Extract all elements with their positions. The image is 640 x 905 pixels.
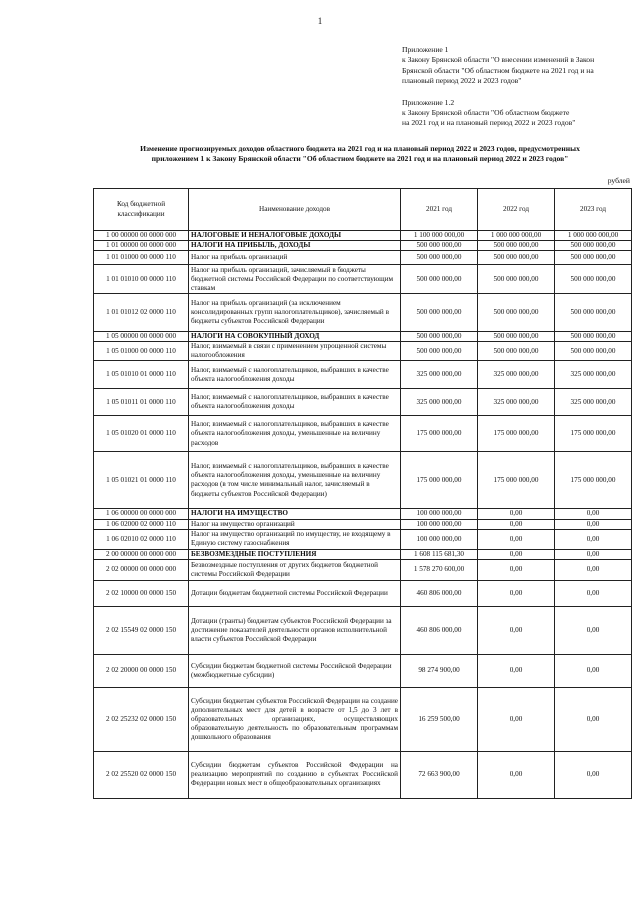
- code-cell: 1 01 01000 00 0000 110: [94, 251, 189, 265]
- amount-2021-cell: 100 000 000,00: [401, 509, 478, 519]
- annex1-title: Приложение 1: [402, 45, 449, 54]
- amount-2021-cell: 175 000 000,00: [401, 452, 478, 509]
- name-cell: Налог на прибыль организаций, зачисляемый в бюджеты бюджетной системы Российской Федерации по соответствующим ставкам: [189, 265, 401, 294]
- name-cell: Налог на имущество организаций: [189, 519, 401, 529]
- amount-2022-cell: 0,00: [478, 549, 555, 559]
- code-cell: 1 05 01011 01 0000 110: [94, 389, 189, 416]
- code-cell: 1 05 01010 01 0000 110: [94, 361, 189, 389]
- amount-2022-cell: 0,00: [478, 509, 555, 519]
- name-cell: Субсидии бюджетам бюджетной системы Российской Федерации (межбюджетные субсидии): [189, 654, 401, 687]
- amount-2023-cell: 500 000 000,00: [555, 251, 632, 265]
- header-code: Код бюджетной классификации: [94, 189, 189, 231]
- table-row: [94, 452, 632, 509]
- name-cell: Налог, взимаемый в связи с применением упрощенной системы налогообложения: [189, 342, 401, 361]
- table-row: [94, 332, 632, 342]
- amount-2021-cell: 1 100 000 000,00: [401, 231, 478, 241]
- amount-2021-cell: 100 000 000,00: [401, 519, 478, 529]
- code-cell: 1 01 00000 00 0000 000: [94, 241, 189, 251]
- code-cell: 1 05 01021 01 0000 110: [94, 452, 189, 509]
- code-cell: 1 00 00000 00 0000 000: [94, 231, 189, 241]
- table-row: [94, 559, 632, 580]
- amount-2022-cell: 0,00: [478, 529, 555, 549]
- table-row: [94, 361, 632, 389]
- amount-2022-cell: 0,00: [478, 519, 555, 529]
- code-cell: 1 06 02010 02 0000 110: [94, 529, 189, 549]
- amount-2023-cell: 0,00: [555, 580, 632, 606]
- header-2023: 2023 год: [555, 189, 632, 231]
- name-cell: НАЛОГИ НА ПРИБЫЛЬ, ДОХОДЫ: [189, 241, 401, 251]
- name-cell: НАЛОГИ НА СОВОКУПНЫЙ ДОХОД: [189, 332, 401, 342]
- title-line: Изменение прогнозируемых доходов областного бюджета на 2021 год и на плановый период 2022 и 2023 годов, предусмотренных: [140, 144, 580, 153]
- name-cell: Налог, взимаемый с налогоплательщиков, выбравших в качестве объекта налогообложения доходы: [189, 361, 401, 389]
- name-cell: Дотации (гранты) бюджетам субъектов Российской Федерации за достижение показателей деятельности органов исполнительной власти субъектов Российской Федерации: [189, 606, 401, 654]
- name-cell: Налог, взимаемый с налогоплательщиков, выбравших в качестве объекта налогообложения доходы: [189, 389, 401, 416]
- code-cell: 1 05 00000 00 0000 000: [94, 332, 189, 342]
- amount-2021-cell: 500 000 000,00: [401, 294, 478, 332]
- amount-2022-cell: 500 000 000,00: [478, 241, 555, 251]
- amount-2022-cell: 0,00: [478, 580, 555, 606]
- table-row: [94, 231, 632, 241]
- code-cell: 2 02 25232 02 0000 150: [94, 687, 189, 751]
- code-cell: 2 02 25520 02 0000 150: [94, 751, 189, 798]
- amount-2021-cell: 500 000 000,00: [401, 342, 478, 361]
- name-cell: Дотации бюджетам бюджетной системы Российской Федерации: [189, 580, 401, 606]
- code-cell: 1 05 01020 01 0000 110: [94, 416, 189, 452]
- amount-2023-cell: 0,00: [555, 654, 632, 687]
- amount-2022-cell: 0,00: [478, 606, 555, 654]
- amount-2022-cell: 500 000 000,00: [478, 342, 555, 361]
- name-cell: НАЛОГОВЫЕ И НЕНАЛОГОВЫЕ ДОХОДЫ: [189, 231, 401, 241]
- amount-2023-cell: 0,00: [555, 606, 632, 654]
- amount-2021-cell: 1 578 270 600,00: [401, 559, 478, 580]
- amount-2021-cell: 460 806 000,00: [401, 606, 478, 654]
- amount-2021-cell: 100 000 000,00: [401, 529, 478, 549]
- amount-2022-cell: 175 000 000,00: [478, 416, 555, 452]
- table-row: [94, 509, 632, 519]
- table-row: [94, 606, 632, 654]
- name-cell: Налог, взимаемый с налогоплательщиков, выбравших в качестве объекта налогообложения доходы, уменьшенные на величину расходов: [189, 416, 401, 452]
- table-body: [94, 231, 632, 799]
- annex2-line: на 2021 год и на плановый период 2022 и 2023 годов": [402, 118, 576, 128]
- amount-2022-cell: 500 000 000,00: [478, 332, 555, 342]
- amount-2021-cell: 72 663 900,00: [401, 751, 478, 798]
- amount-2021-cell: 460 806 000,00: [401, 580, 478, 606]
- code-cell: 1 01 01010 00 0000 110: [94, 265, 189, 294]
- amount-2022-cell: 0,00: [478, 654, 555, 687]
- table-row: [94, 294, 632, 332]
- amount-2023-cell: 175 000 000,00: [555, 452, 632, 509]
- amount-2023-cell: 0,00: [555, 529, 632, 549]
- header-name: Наименование доходов: [189, 189, 401, 231]
- amount-2023-cell: 500 000 000,00: [555, 294, 632, 332]
- annex1-line: Брянской области "Об областном бюджете на 2021 год и на: [402, 65, 594, 75]
- code-cell: 1 01 01012 02 0000 110: [94, 294, 189, 332]
- amount-2022-cell: 500 000 000,00: [478, 294, 555, 332]
- annex-header: [402, 45, 634, 129]
- revenue-table: [93, 188, 632, 799]
- table-row: [94, 416, 632, 452]
- name-cell: Налог на имущество организаций по имуществу, не входящему в Единую систему газоснабжения: [189, 529, 401, 549]
- table-header-row: [94, 189, 632, 231]
- table-row: [94, 241, 632, 251]
- amount-2023-cell: 500 000 000,00: [555, 332, 632, 342]
- amount-2022-cell: 0,00: [478, 751, 555, 798]
- amount-2022-cell: 325 000 000,00: [478, 361, 555, 389]
- table-row: [94, 519, 632, 529]
- document-title: [100, 144, 620, 164]
- amount-2021-cell: 1 608 115 681,30: [401, 549, 478, 559]
- annex1-line: к Закону Брянской области "О внесении изменений в Закон: [402, 55, 595, 65]
- code-cell: 2 02 20000 00 0000 150: [94, 654, 189, 687]
- amount-2023-cell: 0,00: [555, 751, 632, 798]
- code-cell: 1 06 02000 02 0000 110: [94, 519, 189, 529]
- name-cell: Налог на прибыль организаций (за исключением консолидированных групп налогоплательщиков), зачисляемый в бюджеты субъектов Российской Федерации: [189, 294, 401, 332]
- table-row: [94, 751, 632, 798]
- amount-2023-cell: 0,00: [555, 559, 632, 580]
- amount-2022-cell: 0,00: [478, 559, 555, 580]
- header-2021: 2021 год: [401, 189, 478, 231]
- code-cell: 2 00 00000 00 0000 000: [94, 549, 189, 559]
- code-cell: 2 02 00000 00 0000 000: [94, 559, 189, 580]
- name-cell: НАЛОГИ НА ИМУЩЕСТВО: [189, 509, 401, 519]
- amount-2021-cell: 16 259 500,00: [401, 687, 478, 751]
- amount-2021-cell: 98 274 900,00: [401, 654, 478, 687]
- amount-2023-cell: 0,00: [555, 519, 632, 529]
- name-cell: Безвозмездные поступления от других бюджетов бюджетной системы Российской Федерации: [189, 559, 401, 580]
- page-number: 1: [317, 16, 323, 26]
- amount-2021-cell: 325 000 000,00: [401, 361, 478, 389]
- amount-2021-cell: 500 000 000,00: [401, 265, 478, 294]
- name-cell: Налог, взимаемый с налогоплательщиков, выбравших в качестве объекта налогообложения доходы, уменьшенные на величину расходов (в том числе минимальный налог, зачисляемый в бюджеты субъектов Российской Федерации): [189, 452, 401, 509]
- name-cell: Налог на прибыль организаций: [189, 251, 401, 265]
- code-cell: 1 05 01000 00 0000 110: [94, 342, 189, 361]
- annex2-line: к Закону Брянской области "Об областном бюджете: [402, 108, 570, 118]
- amount-2023-cell: 0,00: [555, 687, 632, 751]
- amount-2023-cell: 325 000 000,00: [555, 361, 632, 389]
- currency-unit: рублей: [607, 176, 630, 185]
- table-row: [94, 549, 632, 559]
- amount-2022-cell: 1 000 000 000,00: [478, 231, 555, 241]
- amount-2023-cell: 325 000 000,00: [555, 389, 632, 416]
- name-cell: Субсидии бюджетам субъектов Российской Федерации на создание дополнительных мест для детей в возрасте от 1,5 до 3 лет в образовательных организациях, осуществляющих образовательную деятельность по образовательным программам дошкольного образования: [189, 687, 401, 751]
- amount-2023-cell: 175 000 000,00: [555, 416, 632, 452]
- table-row: [94, 529, 632, 549]
- table-row: [94, 342, 632, 361]
- title-line: приложением 1 к Закону Брянской области "Об областном бюджете на 2021 год и на плановый период 2022 и 2023 годов": [151, 154, 569, 163]
- annex1-line: плановый период 2022 и 2023 годов": [402, 76, 522, 86]
- table-row: [94, 265, 632, 294]
- amount-2023-cell: 1 000 000 000,00: [555, 231, 632, 241]
- table-row: [94, 654, 632, 687]
- header-2022: 2022 год: [478, 189, 555, 231]
- amount-2023-cell: 500 000 000,00: [555, 265, 632, 294]
- amount-2023-cell: 500 000 000,00: [555, 241, 632, 251]
- amount-2023-cell: 500 000 000,00: [555, 342, 632, 361]
- amount-2022-cell: 500 000 000,00: [478, 265, 555, 294]
- amount-2022-cell: 325 000 000,00: [478, 389, 555, 416]
- amount-2021-cell: 500 000 000,00: [401, 251, 478, 265]
- amount-2023-cell: 0,00: [555, 549, 632, 559]
- amount-2022-cell: 0,00: [478, 687, 555, 751]
- amount-2021-cell: 175 000 000,00: [401, 416, 478, 452]
- code-cell: 1 06 00000 00 0000 000: [94, 509, 189, 519]
- table-row: [94, 687, 632, 751]
- table-row: [94, 251, 632, 265]
- table-row: [94, 389, 632, 416]
- amount-2021-cell: 325 000 000,00: [401, 389, 478, 416]
- name-cell: БЕЗВОЗМЕЗДНЫЕ ПОСТУПЛЕНИЯ: [189, 549, 401, 559]
- annex2-title: Приложение 1.2: [402, 97, 455, 107]
- code-cell: 2 02 10000 00 0000 150: [94, 580, 189, 606]
- amount-2022-cell: 175 000 000,00: [478, 452, 555, 509]
- amount-2023-cell: 0,00: [555, 509, 632, 519]
- table-row: [94, 580, 632, 606]
- amount-2022-cell: 500 000 000,00: [478, 251, 555, 265]
- amount-2021-cell: 500 000 000,00: [401, 332, 478, 342]
- amount-2021-cell: 500 000 000,00: [401, 241, 478, 251]
- code-cell: 2 02 15549 02 0000 150: [94, 606, 189, 654]
- name-cell: Субсидии бюджетам субъектов Российской Федерации на реализацию мероприятий по созданию в субъектах Российской Федерации новых мест в общеобразовательных организациях: [189, 751, 401, 798]
